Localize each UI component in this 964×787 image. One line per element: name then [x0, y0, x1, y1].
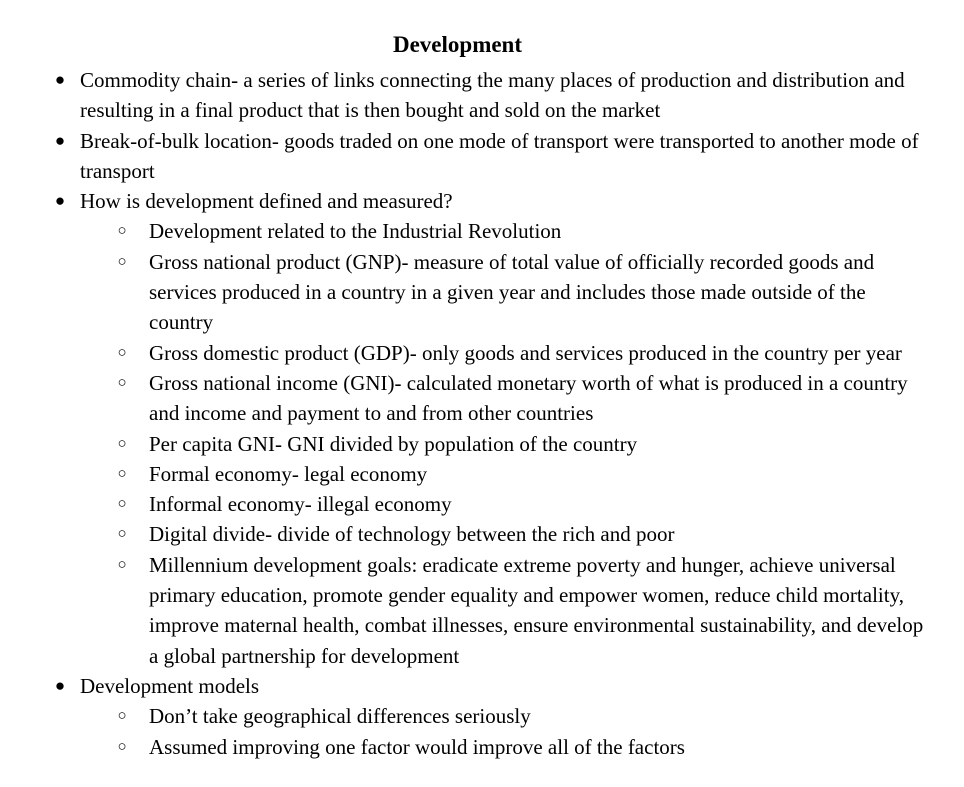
list-item [0, 186, 930, 671]
sub-bullet-list [80, 216, 930, 670]
filled-bullet-icon: ● [54, 70, 66, 89]
hollow-bullet-icon: ○ [117, 708, 127, 725]
sub-list-item-text: Gross national income (GNI)- calculated monetary worth of what is produced in a country and income and payment to and from other countries [149, 370, 908, 426]
hollow-bullet-icon: ○ [117, 738, 127, 755]
sub-list-item [80, 701, 930, 731]
sub-list-item-text: Formal economy- legal economy [149, 461, 428, 486]
list-item [0, 65, 930, 126]
sub-list-item [80, 429, 930, 459]
sub-list-item [80, 550, 930, 671]
sub-list-item [80, 489, 930, 519]
sub-list-item [80, 519, 930, 549]
sub-list-item-text: Informal economy- illegal economy [149, 492, 452, 517]
list-item [0, 126, 930, 187]
sub-list-item-text: Assumed improving one factor would improve all of the factors [149, 734, 685, 759]
hollow-bullet-icon: ○ [117, 374, 127, 391]
hollow-bullet-icon: ○ [117, 465, 127, 482]
sub-list-item [80, 732, 930, 762]
hollow-bullet-icon: ○ [117, 496, 127, 513]
sub-list-item-text: Millennium development goals: eradicate extreme poverty and hunger, achieve universal primary education, promote gender equality and empower women, reduce child mortality, improve maternal health, combat illnesses, ensure environmental sustainability, and develop a global partnership for development [149, 552, 924, 668]
sub-list-item [80, 247, 930, 338]
filled-bullet-icon: ● [54, 130, 66, 150]
sub-list-item-text: Development related to the Industrial Revolution [149, 219, 562, 244]
hollow-bullet-icon: ○ [117, 253, 127, 270]
sub-bullet-list [80, 701, 930, 762]
filled-bullet-icon: ● [54, 191, 66, 211]
sub-list-item-text: Gross national product (GNP)- measure of total value of officially recorded goods and services produced in a country in a given year and includes those made outside of the country [149, 249, 875, 335]
sub-list-item [80, 216, 930, 246]
list-item-text: Break-of-bulk location- goods traded on one mode of transport were transported to another mode of transport [80, 128, 919, 183]
page-title: Development [392, 32, 523, 57]
sub-list-item [80, 338, 930, 368]
list-item-text: Commodity chain- a series of links connecting the many places of production and distribution and resulting in a final product that is then bought and sold on the market [80, 68, 905, 123]
sub-list-item-text: Don’t take geographical differences seriously [149, 704, 531, 729]
sub-list-item [80, 368, 930, 429]
sub-list-item-text: Gross domestic product (GDP)- only goods and services produced in the country per year [149, 340, 902, 365]
sub-list-item-text: Digital divide- divide of technology between the rich and poor [149, 522, 675, 547]
hollow-bullet-icon: ○ [117, 435, 127, 452]
hollow-bullet-icon: ○ [117, 526, 127, 543]
list-item-text: Development models [80, 673, 260, 698]
filled-bullet-icon: ● [54, 675, 66, 695]
hollow-bullet-icon: ○ [117, 344, 127, 361]
hollow-bullet-icon: ○ [117, 223, 127, 240]
sub-list-item-text: Per capita GNI- GNI divided by population of the country [149, 431, 638, 456]
list-item-text: How is development defined and measured? [80, 189, 453, 214]
sub-list-item [80, 459, 930, 489]
list-item [0, 671, 930, 762]
hollow-bullet-icon: ○ [117, 556, 127, 573]
bullet-list [0, 65, 930, 762]
